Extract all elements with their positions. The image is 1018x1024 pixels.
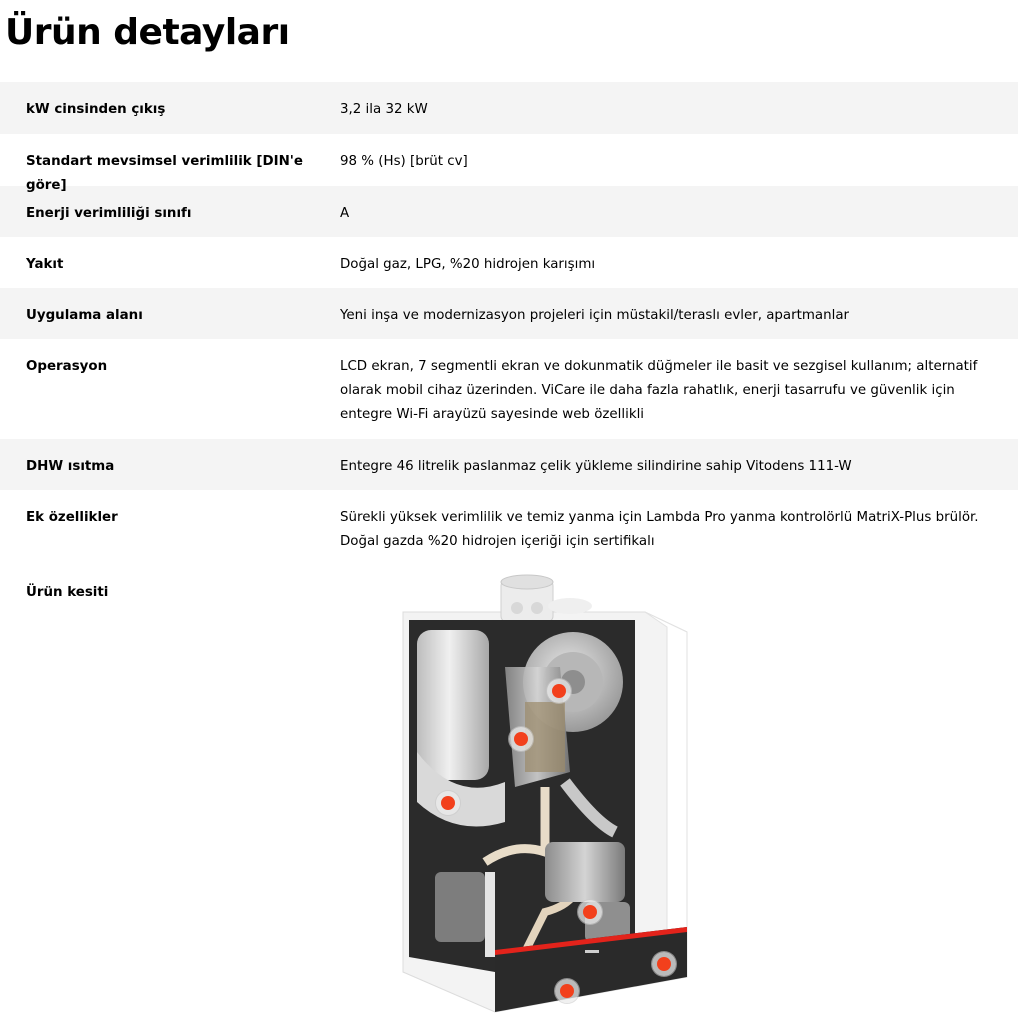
- spec-label: Uygulama alanı: [26, 308, 143, 323]
- hotspot-control-panel[interactable]: [652, 952, 676, 976]
- spec-label: Operasyon: [26, 359, 108, 374]
- spec-row-energy-class: [0, 186, 1018, 237]
- spec-value: A: [340, 206, 350, 221]
- hotspot-burner[interactable]: [547, 679, 571, 703]
- spec-row-fuel: [0, 237, 1018, 288]
- page-title: Ürün detayları: [5, 12, 290, 53]
- hotspot-pump[interactable]: [578, 900, 602, 924]
- spec-row-output: [0, 82, 1018, 134]
- spec-value: Sürekli yüksek verimlilik ve temiz yanma için Lambda Pro yanma kontrolörlü MatriX-Plus brülör. Doğal gazda %20 hidrojen içeriği için sertifikalı: [340, 510, 979, 549]
- spec-value: Yeni inşa ve modernizasyon projeleri için müstakil/teraslı evler, apartmanlar: [340, 308, 850, 323]
- spec-row-application: [0, 288, 1018, 339]
- spec-value: Doğal gaz, LPG, %20 hidrojen karışımı: [340, 257, 596, 272]
- spec-label: Enerji verimliliği sınıfı: [26, 206, 192, 221]
- spec-value: 3,2 ila 32 kW: [340, 102, 428, 117]
- spec-label: Yakıt: [26, 257, 64, 272]
- spec-value: LCD ekran, 7 segmentli ekran ve dokunmatik düğmeler ile basit ve sezgisel kullanım; alternatif olarak mobil cihaz üzerinden. ViCare ile daha fazla rahatlık, enerji tasarrufu ve güvenlik için entegre Wi-Fi arayüzü sayesinde web özellikli: [340, 359, 978, 422]
- spec-label: DHW ısıtma: [26, 459, 115, 474]
- spec-label: Ek özellikler: [26, 510, 118, 525]
- spec-row-operation: [0, 339, 1018, 439]
- hotspot-heat-exchanger[interactable]: [509, 727, 533, 751]
- spec-value: Entegre 46 litrelik paslanmaz çelik yükleme silindirine sahip Vitodens 111-W: [340, 459, 852, 474]
- spec-row-dhw: [0, 439, 1018, 490]
- spec-table: [0, 82, 1018, 605]
- spec-label: Standart mevsimsel verimlilik [DIN'e göre]: [26, 154, 303, 193]
- spec-row-efficiency: [0, 134, 1018, 193]
- cross-section-label: Ürün kesiti: [26, 585, 109, 600]
- spec-value: 98 % (Hs) [brüt cv]: [340, 154, 468, 169]
- hotspot-display[interactable]: [555, 979, 579, 1003]
- hotspot-storage-cylinder[interactable]: [436, 791, 460, 815]
- spec-label: kW cinsinden çıkış: [26, 102, 166, 117]
- spec-row-features: [0, 490, 1018, 565]
